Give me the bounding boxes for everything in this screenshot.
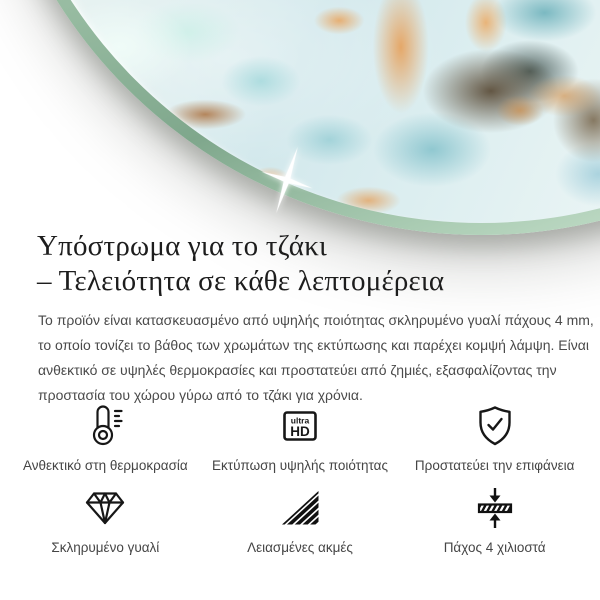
feature-item-tempered-glass bbox=[8, 485, 203, 555]
features-grid bbox=[8, 403, 592, 555]
description-line: Το προϊόν είναι κατασκευασμένο από υψηλής ποιότητας σκληρυμένο γυαλί πάχους 4 mm, bbox=[38, 312, 594, 328]
feature-item-surface-protection bbox=[397, 403, 592, 473]
feature-label: Εκτύπωση υψηλής ποιότητας bbox=[211, 458, 388, 473]
description-line: ανθεκτικό σε υψηλές θερμοκρασίες και προστατεύει από ζημιές, εξασφαλίζοντας την bbox=[38, 362, 557, 378]
title-line-1: Υπόστρωμα για το τζάκι bbox=[37, 230, 328, 262]
page-title bbox=[37, 229, 444, 299]
diamond-icon bbox=[82, 485, 128, 531]
ultra-hd-badge-top: ultra bbox=[290, 415, 310, 426]
feature-label: Προστατεύει την επιφάνεια bbox=[414, 458, 575, 473]
thickness-icon bbox=[472, 485, 518, 531]
product-description bbox=[38, 308, 594, 408]
description-line: προστασία του χώρου γύρω από το τζάκι για χρόνια. bbox=[38, 387, 363, 403]
feature-label: Σκληρυμένο γυαλί bbox=[51, 540, 160, 555]
thermometer-icon bbox=[82, 403, 128, 449]
feature-label: Λειασμένες ακμές bbox=[247, 540, 353, 555]
shield-check-icon bbox=[472, 403, 518, 449]
polished-edges-icon bbox=[277, 485, 323, 531]
feature-item-temperature bbox=[8, 403, 203, 473]
feature-item-print-quality bbox=[203, 403, 398, 473]
description-line: το οποίο τονίζει το βάθος των χρωμάτων της εκτύπωσης και παρέχει κομψή λάμψη. Είναι bbox=[38, 337, 589, 353]
feature-label: Ανθεκτικό στη θερμοκρασία bbox=[22, 458, 188, 473]
feature-item-thickness bbox=[397, 485, 592, 555]
ultra-hd-icon bbox=[277, 403, 323, 449]
feature-item-polished-edges bbox=[203, 485, 398, 555]
feature-label: Πάχος 4 χιλιοστά bbox=[443, 540, 546, 555]
ultra-hd-badge-bottom: HD bbox=[290, 424, 310, 439]
title-line-2: – Τελειότητα σε κάθε λεπτομέρεια bbox=[37, 265, 445, 297]
